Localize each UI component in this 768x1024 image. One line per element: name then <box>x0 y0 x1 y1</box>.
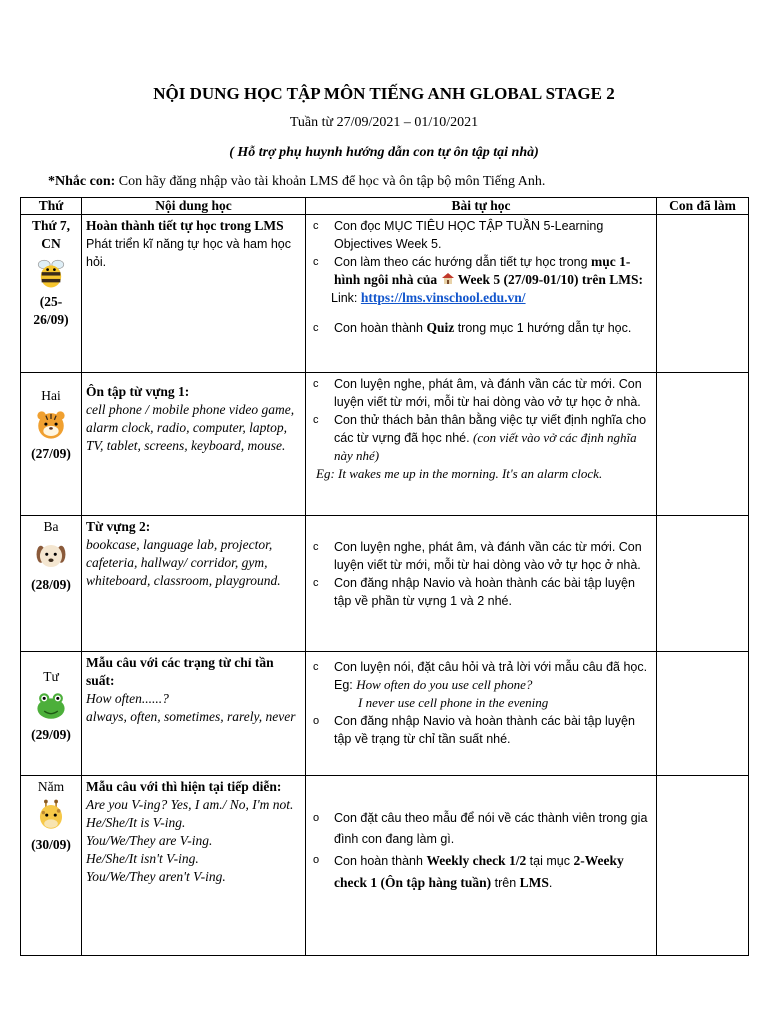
bullet-marker: c <box>313 661 319 673</box>
bullet-marker: c <box>313 577 319 589</box>
example-block: Eg: How often do you use cell phone? I never use cell phone in the evening <box>334 677 549 710</box>
task-item: c Con làm theo các hướng dẫn tiết tự học trong mục 1-hình ngôi nhà của Week 5 (27/09-01/10) trên LMS: <box>313 254 644 287</box>
content-cell <box>82 215 306 373</box>
bullet-marker: c <box>313 414 319 426</box>
day-name: Tư <box>43 669 59 684</box>
task-item: o Con hoàn thành Weekly check 1/2 tại mục 2-Weeky check 1 (Ôn tập hàng tuần) trên LMS. <box>310 850 652 894</box>
done-cell[interactable] <box>657 652 749 776</box>
day-cell <box>21 652 82 776</box>
table-row <box>21 652 749 776</box>
task-item: c Con luyện nghe, phát âm, và đánh vần các từ mới. Con luyện viết từ mới, mỗi từ hai dòng vào vở tự học ở nhà. <box>313 377 642 409</box>
done-cell[interactable] <box>657 215 749 373</box>
day-date: (25-26/09) <box>33 294 69 327</box>
day-name: Năm <box>37 779 65 794</box>
done-cell[interactable] <box>657 776 749 956</box>
pattern-line: He/She/It isn't V-ing. <box>86 851 199 866</box>
table-row <box>21 373 749 516</box>
tiger-icon <box>34 408 68 442</box>
task-item: c Con thử thách bản thân bằng việc tự viết định nghĩa cho các từ vựng đã học nhé. (con viết vào vở các định nghĩa này nhé) <box>313 413 647 463</box>
day-cell <box>21 776 82 956</box>
bullet-marker: c <box>313 378 319 390</box>
reminder-text: Con hãy đăng nhập vào tài khoản LMS để học và ôn tập bộ môn Tiếng Anh. <box>115 174 546 189</box>
tasks-cell <box>306 373 657 516</box>
pattern-line: You/We/They are V-ing. <box>86 833 213 848</box>
day-name: Thứ 7, CN <box>31 218 71 251</box>
tasks-cell <box>306 652 657 776</box>
task-item: c Con đọc MỤC TIÊU HỌC TẬP TUẦN 5-Learning Objectives Week 5. <box>313 219 604 251</box>
content-title: Mẫu câu với các trạng từ chỉ tần suất: <box>86 655 274 688</box>
content-title: Ôn tập từ vựng 1: <box>86 384 190 399</box>
bullet-marker: c <box>313 220 319 232</box>
parent-note: ( Hỗ trợ phụ huynh hướng dẫn con tự ôn tập tại nhà) <box>229 145 539 160</box>
day-date: (30/09) <box>31 837 71 852</box>
lms-link[interactable]: https://lms.vinschool.edu.vn/ <box>360 290 526 305</box>
task-item: o Con đăng nhập Navio và hoàn thành các bài tập luyện tập về trạng từ chỉ tần suất nhé. <box>313 714 635 746</box>
house-icon <box>441 272 455 285</box>
bullet-marker: o <box>313 854 320 866</box>
table-row <box>21 215 749 373</box>
content-text: Phát triển kĩ năng tự học và ham học hỏi. <box>86 237 292 269</box>
schedule-table <box>20 197 749 956</box>
bullet-marker: c <box>313 541 319 553</box>
tasks-cell <box>306 215 657 373</box>
content-cell <box>82 776 306 956</box>
dog-icon <box>34 539 68 573</box>
content-text: How often......? <box>86 691 169 706</box>
day-name: Hai <box>41 388 61 403</box>
content-text: cell phone / mobile phone video game, alarm clock, radio, computer, laptop, TV, tablet, screens, keyboard, mouse. <box>86 402 295 453</box>
task-item: c Con luyện nói, đặt câu hỏi và trả lời với mẫu câu đã học. <box>313 660 648 674</box>
header-tasks: Bài tự học <box>306 198 657 215</box>
link-label: Link: <box>331 291 361 305</box>
reminder-label: *Nhắc con: <box>48 174 116 189</box>
reminder <box>48 174 545 190</box>
content-cell <box>82 516 306 652</box>
task-item: c Con đăng nhập Navio và hoàn thành các bài tập luyện tập về phần từ vựng 1 và 2 nhé. <box>313 576 635 608</box>
frog-icon <box>34 689 68 723</box>
task-item: c Con hoàn thành Quiz trong mục 1 hướng dẫn tự học. <box>313 320 632 335</box>
week-range: Tuần từ 27/09/2021 – 01/10/2021 <box>289 115 479 130</box>
task-item: o Con đặt câu theo mẫu để nói về các thành viên trong gia đình con đang làm gì. <box>310 808 652 850</box>
day-date: (29/09) <box>31 727 71 742</box>
table-header-row <box>21 198 749 215</box>
content-text: always, often, sometimes, rarely, never <box>86 709 296 724</box>
tasks-cell <box>306 516 657 652</box>
page-title: NỘI DUNG HỌC TẬP MÔN TIẾNG ANH GLOBAL STAGE 2 <box>153 84 615 103</box>
content-title: Mẫu câu với thì hiện tại tiếp diễn: <box>86 779 282 794</box>
day-cell <box>21 516 82 652</box>
pattern-line: Are you V-ing? Yes, I am./ No, I'm not. <box>86 797 294 812</box>
table-row <box>21 516 749 652</box>
content-cell <box>82 373 306 516</box>
task-item: c Con luyện nghe, phát âm, và đánh vần các từ mới. Con luyện viết từ mới, mỗi từ hai dòng vào vở tự học ở nhà. <box>313 540 642 572</box>
content-text: bookcase, language lab, projector, cafeteria, hallway/ corridor, gym, whiteboard, classroom, playground. <box>86 537 281 588</box>
day-name: Ba <box>43 519 59 534</box>
day-cell <box>21 215 82 373</box>
content-title: Từ vựng 2: <box>86 519 151 534</box>
content-cell <box>82 652 306 776</box>
giraffe-icon <box>34 799 68 833</box>
example-text: Eg: It wakes me up in the morning. It's an alarm clock. <box>316 466 603 481</box>
bullet-marker: c <box>313 322 319 334</box>
pattern-line: You/We/They aren't V-ing. <box>86 869 226 884</box>
bee-icon <box>34 256 68 290</box>
table-row <box>21 776 749 956</box>
header-content: Nội dung học <box>82 198 306 215</box>
bullet-marker: o <box>313 715 320 727</box>
header-done: Con đã làm <box>657 198 749 215</box>
bullet-marker: c <box>313 256 319 268</box>
bullet-marker: o <box>313 812 320 824</box>
day-cell <box>21 373 82 516</box>
pattern-line: He/She/It is V-ing. <box>86 815 186 830</box>
day-date: (28/09) <box>31 577 71 592</box>
header-day: Thứ <box>21 198 82 215</box>
done-cell[interactable] <box>657 516 749 652</box>
done-cell[interactable] <box>657 373 749 516</box>
tasks-cell <box>306 776 657 956</box>
day-date: (27/09) <box>31 446 71 461</box>
content-title: Hoàn thành tiết tự học trong LMS <box>86 218 284 233</box>
